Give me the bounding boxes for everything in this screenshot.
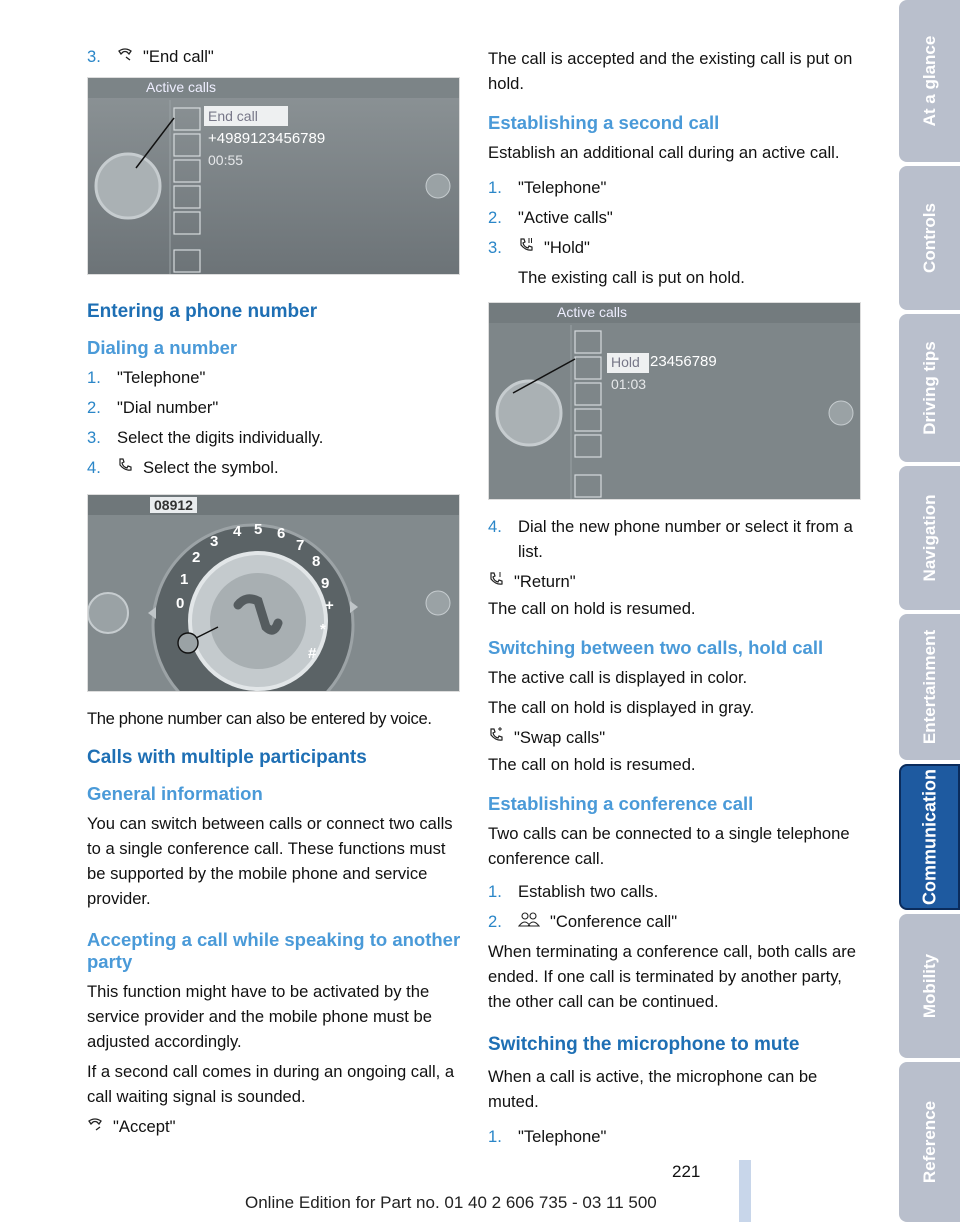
right-column (488, 46, 863, 1154)
step-number: 4. (488, 517, 502, 536)
step-label: "Hold" (544, 238, 590, 257)
hold-gray-text: The call on hold is displayed in gray. (488, 698, 755, 717)
tab-label: At a glance (919, 35, 939, 127)
dial-step-1 (87, 365, 462, 390)
step-number: 3. (87, 428, 101, 447)
caller-number: +4989123456789 (208, 130, 326, 147)
step-label: Select the digits individually. (117, 428, 324, 447)
mute-text: When a call is active, the microphone can be muted. (488, 1067, 818, 1111)
second-step-2 (488, 205, 863, 230)
phone-accept-icon (87, 1114, 103, 1130)
footer-text: Online Edition for Part no. 01 40 2 606 735 - 03 11 500 (245, 1193, 657, 1212)
tab-entertainment[interactable] (899, 614, 960, 760)
call-duration: 00:55 (208, 152, 244, 168)
digit-3: 3 (210, 533, 219, 550)
tab-label: Reference (919, 1100, 939, 1184)
heading-multi-participants: Calls with multiple participants (87, 747, 367, 768)
hold-screenshot (488, 302, 861, 500)
accepting-text-2: If a second call comes in during an ongoing call, a call waiting signal is sounded. (87, 1062, 455, 1106)
phone-dial-icon (117, 455, 133, 471)
step-label: "End call" (143, 47, 214, 66)
digit-9: 9 (321, 575, 330, 592)
call-accepted-text: The call is accepted and the existing call is put on hold. (488, 49, 853, 93)
tab-label: Controls (919, 203, 939, 273)
resumed-text-2: The call on hold is resumed. (488, 755, 696, 774)
tab-label: Entertainment (919, 629, 939, 745)
general-info-text: You can switch between calls or connect two calls to a single conference call. These functions must be supported by the mobile phone and service provider. (87, 814, 453, 908)
heading-switching: Switching between two calls, hold call (488, 637, 824, 658)
digit-plus: + (325, 597, 334, 614)
active-calls-title: Active calls (146, 79, 217, 95)
conf-step-2 (488, 909, 863, 934)
step-label: "Conference call" (550, 912, 678, 931)
step-number: 1. (488, 882, 502, 901)
heading-entering-number: Entering a phone number (87, 301, 318, 322)
step-label: "Active calls" (518, 208, 613, 227)
heading-general-info: General information (87, 783, 263, 804)
heading-accepting-call: Accepting a call while speaking to another party (87, 929, 461, 972)
step-label: Dial the new phone number or select it from a list. (518, 517, 853, 561)
step-label: "Dial number" (117, 398, 219, 417)
page-number: 221 (672, 1162, 701, 1181)
digit-8: 8 (312, 553, 321, 570)
tab-driving-tips[interactable] (899, 314, 960, 462)
step-number: 3. (488, 238, 502, 257)
phone-swap-icon (488, 725, 504, 741)
call-duration: 01:03 (611, 376, 647, 392)
conference-icon (518, 909, 540, 925)
step-label: "Telephone" (518, 178, 607, 197)
swap-action (488, 725, 863, 750)
dial-step-2 (87, 395, 462, 420)
return-action (488, 569, 863, 594)
heading-second-call: Establishing a second call (488, 112, 720, 133)
dial-entry: 08912 (150, 497, 197, 513)
step-number: 1. (488, 178, 502, 197)
heading-dialing: Dialing a number (87, 337, 238, 358)
step-label: Select the symbol. (143, 458, 279, 477)
digit-2: 2 (192, 549, 201, 566)
digit-hash: # (308, 645, 317, 662)
phone-return-icon (488, 569, 504, 585)
voice-entry-text: The phone number can also be entered by voice. (87, 709, 432, 728)
digit-5: 5 (254, 521, 263, 538)
conf-step-1 (488, 879, 863, 904)
active-color-text: The active call is displayed in color. (488, 668, 748, 687)
active-calls-title: Active calls (557, 304, 628, 320)
phone-end-icon (117, 44, 133, 60)
step-number: 2. (488, 912, 502, 931)
return-label: "Return" (514, 572, 576, 591)
phone-hold-icon (518, 235, 534, 251)
tab-label: Navigation (919, 494, 939, 582)
step-number: 2. (87, 398, 101, 417)
left-column (87, 44, 462, 1144)
swap-label: "Swap calls" (514, 728, 606, 747)
chapter-sidebar (899, 0, 960, 1222)
page-marker-bar (739, 1160, 751, 1222)
tab-label: Driving tips (919, 341, 939, 435)
step-number: 3. (87, 47, 101, 66)
heading-conference: Establishing a conference call (488, 793, 754, 814)
caller-number: 23456789 (650, 353, 717, 370)
digit-6: 6 (277, 525, 286, 542)
tab-communication[interactable] (899, 764, 960, 910)
tab-reference[interactable] (899, 1062, 960, 1222)
accept-action (87, 1114, 462, 1139)
accept-label: "Accept" (113, 1117, 176, 1136)
dial-step-3 (87, 425, 462, 450)
step-number: 2. (488, 208, 502, 227)
step-end-call (87, 44, 462, 69)
conference-text: Two calls can be connected to a single telephone conference call. (488, 824, 850, 868)
end-call-menu-item: End call (208, 108, 258, 124)
heading-mute: Switching the microphone to mute (488, 1034, 800, 1055)
digit-4: 4 (233, 523, 242, 540)
step-number: 1. (488, 1127, 502, 1146)
tab-label: Communication (919, 768, 939, 906)
hold-menu-item: Hold (611, 354, 640, 370)
step-number: 1. (87, 368, 101, 387)
second-step-1 (488, 175, 863, 200)
second-call-text: Establish an additional call during an active call. (488, 143, 840, 162)
tab-label: Mobility (919, 953, 939, 1019)
second-step-4 (488, 514, 863, 564)
tab-controls[interactable] (899, 166, 960, 310)
dial-screen-screenshot (87, 494, 460, 692)
hold-note: The existing call is put on hold. (518, 268, 745, 287)
step-label: Establish two calls. (518, 882, 659, 901)
second-step-3 (488, 235, 863, 260)
digit-1: 1 (180, 571, 189, 588)
step-label: "Telephone" (518, 1127, 607, 1146)
digit-0: 0 (176, 595, 185, 612)
accepting-text-1: This function might have to be activated by the service provider and the mobile phone must be adjusted accordingly. (87, 982, 432, 1051)
digit-star: * (320, 621, 326, 638)
tab-mobility[interactable] (899, 914, 960, 1058)
digit-7: 7 (296, 537, 305, 554)
tab-at-a-glance[interactable] (899, 0, 960, 162)
resumed-text: The call on hold is resumed. (488, 599, 696, 618)
tab-navigation[interactable] (899, 466, 960, 610)
mute-step-1 (488, 1124, 863, 1149)
step-number: 4. (87, 458, 101, 477)
active-calls-screenshot (87, 77, 460, 275)
conf-end-text: When terminating a conference call, both calls are ended. If one call is terminated by another party, the other call can be continued. (488, 942, 857, 1011)
step-label: "Telephone" (117, 368, 206, 387)
dial-step-4 (87, 455, 462, 480)
